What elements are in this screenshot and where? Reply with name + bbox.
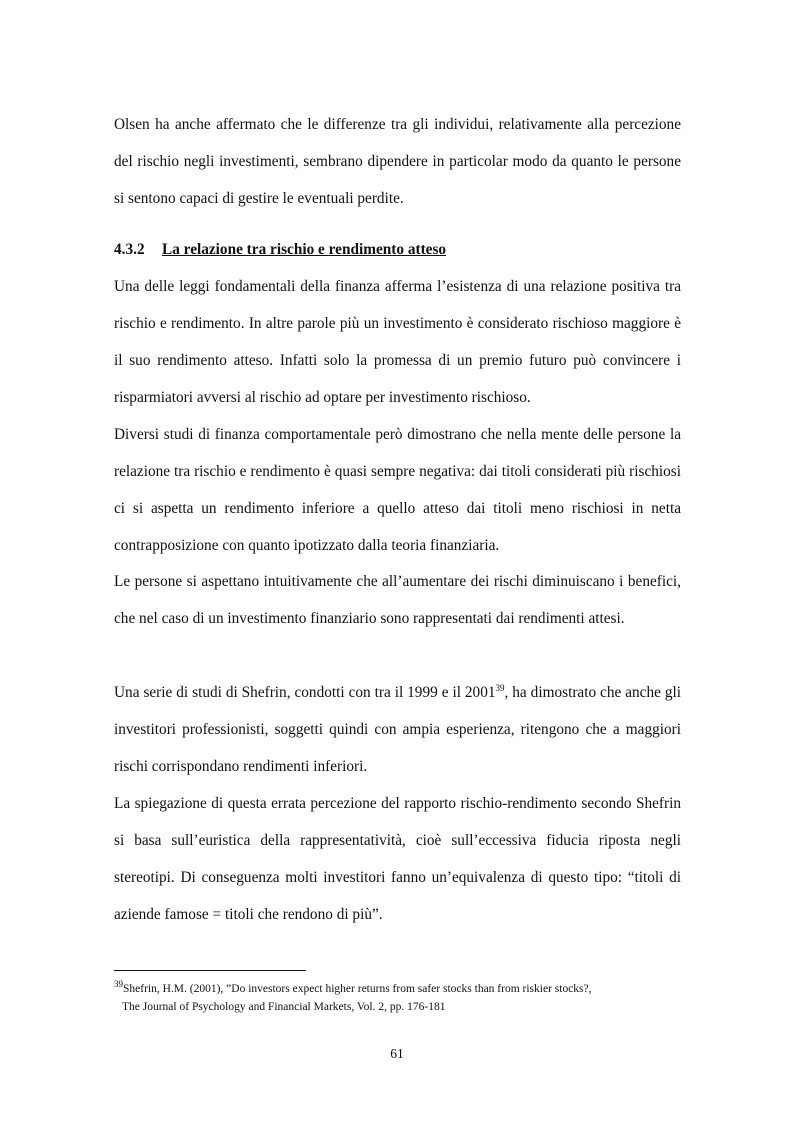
paragraph-shefrin-text-end: , ha dimostrato che anche gli investitori professionisti, soggetti quindi con ampia esperienza, ritengono che a maggiori rischi corrispondano rendimenti inferiori. — [114, 684, 682, 775]
paragraph-behavioral-studies: Diversi studi di finanza comportamentale però dimostrano che nella mente delle persone la relazione tra rischio e rendimento è quasi sempre negativa: dai titoli considerati più rischiosi ci si aspetta un rendimento inferiore a quello atteso dai titoli meno rischiosi in netta contrapposizione con quanto ipotizzato dalla teoria finanziaria. — [114, 426, 681, 554]
section-heading — [114, 240, 446, 260]
paragraph-olsen: Olsen ha anche affermato che le differenze tra gli individui, relativamente alla percezione del rischio negli investimenti, sembrano dipendere in particolar modo da quanto le persone si sentono capaci di gestire le eventuali perdite. — [114, 116, 681, 207]
footnote-line-2: The Journal of Psychology and Financial Markets, Vol. 2, pp. 176-181 — [122, 1001, 446, 1013]
section-number: 4.3.2 — [114, 241, 145, 258]
footnote-reference: 39 — [495, 682, 505, 693]
footnote-line-1: Shefrin, H.M. (2001), ”Do investors expect higher returns from safer stocks than from riskier stocks?, — [123, 983, 592, 995]
paragraph-shefrin-text-start: Una serie di studi di Shefrin, condotti con tra il 1999 e il 2001 — [114, 684, 496, 701]
paragraph-shefrin-studies — [114, 674, 681, 785]
footnote — [114, 980, 681, 1016]
paragraph-intuitive-expectations: Le persone si aspettano intuitivamente che all’aumentare dei rischi diminuiscano i benefici, che nel caso di un investimento finanziario sono rappresentati dai rendimenti attesi. — [114, 573, 681, 627]
section-title: La relazione tra rischio e rendimento atteso — [162, 241, 447, 258]
footnote-marker: 39 — [114, 979, 123, 990]
paragraph-representativeness: La spiegazione di questa errata percezione del rapporto rischio-rendimento secondo Shefrin si basa sull’euristica della rappresentatività, cioè sull’eccessiva fiducia riposta negli stereotipi. Di conseguenza molti investitori fanno un’equivalenza di questo tipo: “titoli di aziende famose = titoli che rendono di più”. — [114, 795, 681, 923]
footnote-separator — [114, 970, 306, 971]
paragraph-finance-law: Una delle leggi fondamentali della finanza afferma l’esistenza di una relazione positiva tra rischio e rendimento. In altre parole più un investimento è considerato rischioso maggiore è il suo rendimento atteso. Infatti solo la promessa di un premio futuro può convincere i risparmiatori avversi al rischio ad optare per investimento rischioso. — [114, 278, 681, 406]
page-number: 61 — [390, 1046, 404, 1061]
